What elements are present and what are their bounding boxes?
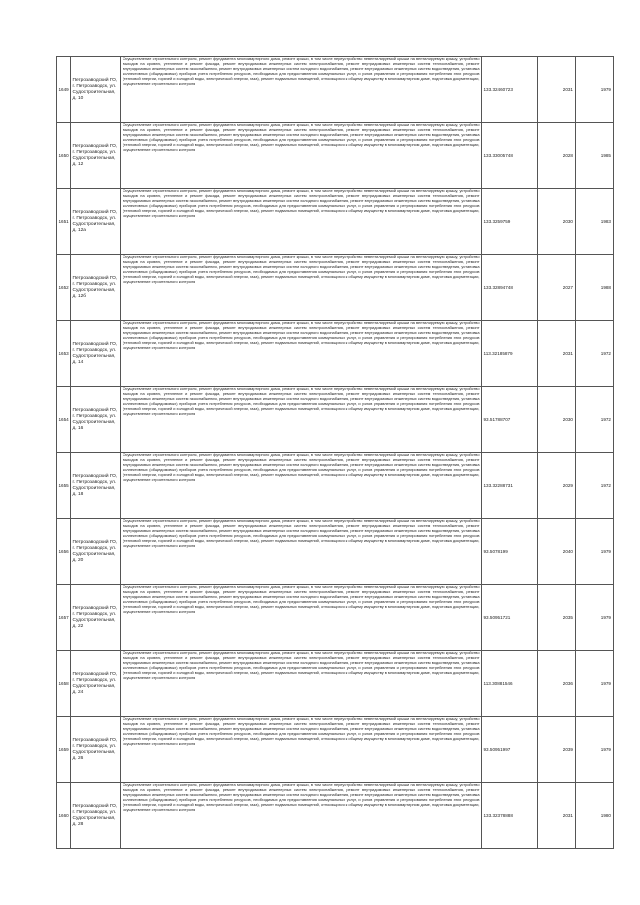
build-year-cell-text: 1985 (600, 153, 611, 158)
build-year-cell (576, 585, 614, 651)
row-number-cell (57, 123, 71, 189)
works-description-cell-text: Осуществление строительного контроля, ремонт фундамента многоквартирного дома, ремонт крыши, в том числе переустройство невентилируемой крыши на вентилируемую крышу, устройство выходов на кровлю, утепление и ремонт фасада, ремонт внутридомовых инженерных систем электроснабжения, ремонт внутридомовых инженерных систем теплоснабжения, ремонт внутридомовых инженерных систем газоснабжения, ремонт внутридомовых инженерных систем холодного водоснабжения, ремонт внутридомовых инженерных систем водоотведения, установка коллективных (общедомовых) приборов учета потребления ресурсов, необходимых для предоставления коммунальных услуг, и узлов управления и регулирования потребления этих ресурсов (тепловой энергии, горячей и холодной воды, электрической энергии, газа), ремонт подвальных помещений, относящихся к общему имуществу в многоквартирном доме, подготовка документации, осуществление строительного контроля (122, 651, 480, 680)
works-description-cell-text: Осуществление строительного контроля, ремонт фундамента многоквартирного дома, ремонт крыши, в том числе переустройство невентилируемой крыши на вентилируемую крышу, устройство выходов на кровлю, утепление и ремонт фасада, ремонт внутридомовых инженерных систем электроснабжения, ремонт внутридомовых инженерных систем теплоснабжения, ремонт внутридомовых инженерных систем газоснабжения, ремонт внутридомовых инженерных систем холодного водоснабжения, ремонт внутридомовых инженерных систем водоотведения, установка коллективных (общедомовых) приборов учета потребления ресурсов, необходимых для предоставления коммунальных услуг, и узлов управления и регулирования потребления этих ресурсов (тепловой энергии, горячей и холодной воды, электрической энергии, газа), ремонт подвальных помещений, относящихся к общему имуществу в многоквартирном доме, подготовка документации, осуществление строительного контроля (122, 387, 480, 416)
works-description-cell-text: Осуществление строительного контроля, ремонт фундамента многоквартирного дома, ремонт крыши, в том числе переустройство невентилируемой крыши на вентилируемую крышу, устройство выходов на кровлю, утепление и ремонт фасада, ремонт внутридомовых инженерных систем электроснабжения, ремонт внутридомовых инженерных систем теплоснабжения, ремонт внутридомовых инженерных систем газоснабжения, ремонт внутридомовых инженерных систем холодного водоснабжения, ремонт внутридомовых инженерных систем водоотведения, установка коллективных (общедомовых) приборов учета потребления ресурсов, необходимых для предоставления коммунальных услуг, и узлов управления и регулирования потребления этих ресурсов (тепловой энергии, горячей и холодной воды, электрической энергии, газа), ремонт подвальных помещений, относящихся к общему имуществу в многоквартирном доме, подготовка документации, осуществление строительного контроля (122, 783, 480, 812)
works-description-cell-text: Осуществление строительного контроля, ремонт фундамента многоквартирного дома, ремонт крыши, в том числе переустройство невентилируемой крыши на вентилируемую крышу, устройство выходов на кровлю, утепление и ремонт фасада, ремонт внутридомовых инженерных систем электроснабжения, ремонт внутридомовых инженерных систем теплоснабжения, ремонт внутридомовых инженерных систем газоснабжения, ремонт внутридомовых инженерных систем холодного водоснабжения, ремонт внутридомовых инженерных систем водоотведения, установка коллективных (общедомовых) приборов учета потребления ресурсов, необходимых для предоставления коммунальных услуг, и узлов управления и регулирования потребления этих ресурсов (тепловой энергии, горячей и холодной воды, электрической энергии, газа), ремонт подвальных помещений, относящихся к общему имуществу в многоквартирном доме, подготовка документации, осуществление строительного контроля (122, 717, 480, 746)
build-year-cell-text: 1979 (600, 747, 611, 752)
planned-year-cell-text: 2036 (562, 681, 573, 686)
build-year-cell (576, 255, 614, 321)
works-description-cell-text: Осуществление строительного контроля, ремонт фундамента многоквартирного дома, ремонт крыши, в том числе переустройство невентилируемой крыши на вентилируемую крышу, устройство выходов на кровлю, утепление и ремонт фасада, ремонт внутридомовых инженерных систем электроснабжения, ремонт внутридомовых инженерных систем теплоснабжения, ремонт внутридомовых инженерных систем газоснабжения, ремонт внутридомовых инженерных систем холодного водоснабжения, ремонт внутридомовых инженерных систем водоотведения, установка коллективных (общедомовых) приборов учета потребления ресурсов, необходимых для предоставления коммунальных услуг, и узлов управления и регулирования потребления этих ресурсов (тепловой энергии, горячей и холодной воды, электрической энергии, газа), ремонт подвальных помещений, относящихся к общему имуществу в многоквартирном доме, подготовка документации, осуществление строительного контроля (122, 57, 480, 86)
build-year-cell-text: 1972 (600, 483, 611, 488)
build-year-cell-text: 1972 (600, 417, 611, 422)
cost-cell (482, 519, 538, 585)
address-cell-text: Петрозаводский ГО, г. Петрозаводск, ул. Судостроительная, д. 10 (72, 77, 118, 101)
table-row (57, 453, 614, 519)
planned-year-cell (538, 717, 576, 783)
cost-cell (482, 585, 538, 651)
planned-year-cell (538, 453, 576, 519)
build-year-cell (576, 57, 614, 123)
table-row (57, 585, 614, 651)
build-year-cell-text: 1988 (600, 285, 611, 290)
address-cell-text: Петрозаводский ГО, г. Петрозаводск, ул. Судостроительная, д. 24 (72, 671, 118, 695)
works-description-cell (121, 255, 482, 321)
build-year-cell-text: 1979 (600, 681, 611, 686)
address-cell (71, 783, 121, 849)
address-cell-text: Петрозаводский ГО, г. Петрозаводск, ул. Судостроительная, д. 22 (72, 605, 118, 629)
cost-cell-text: 93.5078199 (483, 549, 508, 554)
address-cell-text: Петрозаводский ГО, г. Петрозаводск, ул. Судостроительная, д. 12а (72, 209, 118, 233)
planned-year-cell (538, 585, 576, 651)
build-year-cell-text: 1979 (600, 549, 611, 554)
row-number-cell (57, 651, 71, 717)
address-cell-text: Петрозаводский ГО, г. Петрозаводск, ул. Судостроительная, д. 12 (72, 143, 118, 167)
planned-year-cell-text: 2039 (562, 747, 573, 752)
cost-cell (482, 123, 538, 189)
cost-cell (482, 255, 538, 321)
row-number-cell (57, 717, 71, 783)
cost-cell-text: 133.32288731 (483, 483, 513, 488)
planned-year-cell-text: 2040 (562, 549, 573, 554)
works-description-cell (121, 585, 482, 651)
row-number-cell-text: 1656 (58, 549, 69, 554)
planned-year-cell-text: 2031 (562, 87, 573, 92)
row-number-cell (57, 453, 71, 519)
build-year-cell-text: 1979 (600, 87, 611, 92)
row-number-cell (57, 585, 71, 651)
planned-year-cell-text: 2027 (562, 285, 573, 290)
row-number-cell-text: 1658 (58, 681, 69, 686)
row-number-cell-text: 1652 (58, 285, 69, 290)
cost-cell (482, 783, 538, 849)
cost-cell-text: 133.33005748 (483, 153, 513, 158)
address-cell (71, 387, 121, 453)
table-row (57, 189, 614, 255)
table-row (57, 519, 614, 585)
row-number-cell-text: 1650 (58, 153, 69, 158)
table-row (57, 123, 614, 189)
works-description-cell (121, 717, 482, 783)
works-description-cell (121, 57, 482, 123)
planned-year-cell-text: 2035 (562, 615, 573, 620)
planned-year-cell-text: 2030 (562, 219, 573, 224)
row-number-cell-text: 1649 (58, 87, 69, 92)
capital-repair-table (56, 56, 614, 849)
address-cell (71, 453, 121, 519)
works-description-cell-text: Осуществление строительного контроля, ремонт фундамента многоквартирного дома, ремонт крыши, в том числе переустройство невентилируемой крыши на вентилируемую крышу, устройство выходов на кровлю, утепление и ремонт фасада, ремонт внутридомовых инженерных систем электроснабжения, ремонт внутридомовых инженерных систем теплоснабжения, ремонт внутридомовых инженерных систем газоснабжения, ремонт внутридомовых инженерных систем холодного водоснабжения, ремонт внутридомовых инженерных систем водоотведения, установка коллективных (общедомовых) приборов учета потребления ресурсов, необходимых для предоставления коммунальных услуг, и узлов управления и регулирования потребления этих ресурсов (тепловой энергии, горячей и холодной воды, электрической энергии, газа), ремонт подвальных помещений, относящихся к общему имуществу в многоквартирном доме, подготовка документации, осуществление строительного контроля (122, 519, 480, 548)
address-cell (71, 189, 121, 255)
planned-year-cell (538, 255, 576, 321)
planned-year-cell (538, 321, 576, 387)
planned-year-cell-text: 2030 (562, 417, 573, 422)
row-number-cell-text: 1655 (58, 483, 69, 488)
table-row (57, 255, 614, 321)
cost-cell (482, 651, 538, 717)
cost-cell-text: 133.32378888 (483, 813, 513, 818)
works-description-cell (121, 189, 482, 255)
cost-cell (482, 453, 538, 519)
cost-cell-text: 93.50951997 (483, 747, 511, 752)
works-description-cell (121, 321, 482, 387)
row-number-cell (57, 189, 71, 255)
build-year-cell-text: 1983 (600, 219, 611, 224)
cost-cell (482, 717, 538, 783)
cost-cell-text: 133.32894748 (483, 285, 513, 290)
cost-cell (482, 57, 538, 123)
works-description-cell (121, 651, 482, 717)
works-description-cell (121, 123, 482, 189)
works-description-cell (121, 453, 482, 519)
planned-year-cell (538, 519, 576, 585)
address-cell (71, 57, 121, 123)
address-cell (71, 651, 121, 717)
build-year-cell (576, 387, 614, 453)
build-year-cell (576, 519, 614, 585)
address-cell (71, 519, 121, 585)
planned-year-cell-text: 2029 (562, 483, 573, 488)
planned-year-cell-text: 2031 (562, 813, 573, 818)
row-number-cell (57, 783, 71, 849)
table-row (57, 717, 614, 783)
row-number-cell (57, 387, 71, 453)
works-description-cell-text: Осуществление строительного контроля, ремонт фундамента многоквартирного дома, ремонт крыши, в том числе переустройство невентилируемой крыши на вентилируемую крышу, устройство выходов на кровлю, утепление и ремонт фасада, ремонт внутридомовых инженерных систем электроснабжения, ремонт внутридомовых инженерных систем теплоснабжения, ремонт внутридомовых инженерных систем газоснабжения, ремонт внутридомовых инженерных систем холодного водоснабжения, ремонт внутридомовых инженерных систем водоотведения, установка коллективных (общедомовых) приборов учета потребления ресурсов, необходимых для предоставления коммунальных услуг, и узлов управления и регулирования потребления этих ресурсов (тепловой энергии, горячей и холодной воды, электрической энергии, газа), ремонт подвальных помещений, относящихся к общему имуществу в многоквартирном доме, подготовка документации, осуществление строительного контроля (122, 453, 480, 482)
table-row (57, 651, 614, 717)
planned-year-cell-text: 2031 (562, 351, 573, 356)
row-number-cell (57, 255, 71, 321)
row-number-cell-text: 1654 (58, 417, 69, 422)
cost-cell-text: 133.3259759 (483, 219, 511, 224)
address-cell-text: Петрозаводский ГО, г. Петрозаводск, ул. Судостроительная, д. 14 (72, 341, 118, 365)
works-description-cell-text: Осуществление строительного контроля, ремонт фундамента многоквартирного дома, ремонт крыши, в том числе переустройство невентилируемой крыши на вентилируемую крышу, устройство выходов на кровлю, утепление и ремонт фасада, ремонт внутридомовых инженерных систем электроснабжения, ремонт внутридомовых инженерных систем теплоснабжения, ремонт внутридомовых инженерных систем газоснабжения, ремонт внутридомовых инженерных систем холодного водоснабжения, ремонт внутридомовых инженерных систем водоотведения, установка коллективных (общедомовых) приборов учета потребления ресурсов, необходимых для предоставления коммунальных услуг, и узлов управления и регулирования потребления этих ресурсов (тепловой энергии, горячей и холодной воды, электрической энергии, газа), ремонт подвальных помещений, относящихся к общему имуществу в многоквартирном доме, подготовка документации, осуществление строительного контроля (122, 255, 480, 284)
cost-cell-text: 113.30881546 (483, 681, 513, 686)
planned-year-cell (538, 387, 576, 453)
address-cell-text: Петрозаводский ГО, г. Петрозаводск, ул. Судостроительная, д. 26 (72, 737, 118, 761)
planned-year-cell-text: 2028 (562, 153, 573, 158)
works-description-cell (121, 519, 482, 585)
row-number-cell-text: 1657 (58, 615, 69, 620)
build-year-cell (576, 783, 614, 849)
build-year-cell (576, 321, 614, 387)
cost-cell (482, 189, 538, 255)
planned-year-cell (538, 57, 576, 123)
row-number-cell (57, 57, 71, 123)
address-cell (71, 255, 121, 321)
document-page (56, 56, 613, 848)
cost-cell-text: 93.51788707 (483, 417, 511, 422)
address-cell (71, 585, 121, 651)
address-cell-text: Петрозаводский ГО, г. Петрозаводск, ул. Судостроительная, д. 18 (72, 473, 118, 497)
address-cell (71, 717, 121, 783)
row-number-cell-text: 1651 (58, 219, 69, 224)
cost-cell-text: 93.50951721 (483, 615, 511, 620)
build-year-cell-text: 1972 (600, 351, 611, 356)
row-number-cell-text: 1659 (58, 747, 69, 752)
row-number-cell (57, 321, 71, 387)
planned-year-cell (538, 783, 576, 849)
cost-cell (482, 387, 538, 453)
table-row (57, 321, 614, 387)
planned-year-cell (538, 123, 576, 189)
table-body (57, 57, 614, 849)
planned-year-cell (538, 651, 576, 717)
build-year-cell (576, 189, 614, 255)
cost-cell-text: 113.32185879 (483, 351, 513, 356)
planned-year-cell (538, 189, 576, 255)
build-year-cell-text: 1979 (600, 615, 611, 620)
build-year-cell (576, 453, 614, 519)
build-year-cell (576, 717, 614, 783)
build-year-cell (576, 123, 614, 189)
address-cell (71, 123, 121, 189)
works-description-cell (121, 783, 482, 849)
works-description-cell (121, 387, 482, 453)
address-cell-text: Петрозаводский ГО, г. Петрозаводск, ул. Судостроительная, д. 16 (72, 407, 118, 431)
address-cell (71, 321, 121, 387)
works-description-cell-text: Осуществление строительного контроля, ремонт фундамента многоквартирного дома, ремонт крыши, в том числе переустройство невентилируемой крыши на вентилируемую крышу, устройство выходов на кровлю, утепление и ремонт фасада, ремонт внутридомовых инженерных систем электроснабжения, ремонт внутридомовых инженерных систем теплоснабжения, ремонт внутридомовых инженерных систем газоснабжения, ремонт внутридомовых инженерных систем холодного водоснабжения, ремонт внутридомовых инженерных систем водоотведения, установка коллективных (общедомовых) приборов учета потребления ресурсов, необходимых для предоставления коммунальных услуг, и узлов управления и регулирования потребления этих ресурсов (тепловой энергии, горячей и холодной воды, электрической энергии, газа), ремонт подвальных помещений, относящихся к общему имуществу в многоквартирном доме, подготовка документации, осуществление строительного контроля (122, 585, 480, 614)
address-cell-text: Петрозаводский ГО, г. Петрозаводск, ул. Судостроительная, д. 20 (72, 539, 118, 563)
build-year-cell (576, 651, 614, 717)
table-row (57, 387, 614, 453)
row-number-cell-text: 1653 (58, 351, 69, 356)
works-description-cell-text: Осуществление строительного контроля, ремонт фундамента многоквартирного дома, ремонт крыши, в том числе переустройство невентилируемой крыши на вентилируемую крышу, устройство выходов на кровлю, утепление и ремонт фасада, ремонт внутридомовых инженерных систем электроснабжения, ремонт внутридомовых инженерных систем теплоснабжения, ремонт внутридомовых инженерных систем газоснабжения, ремонт внутридомовых инженерных систем холодного водоснабжения, ремонт внутридомовых инженерных систем водоотведения, установка коллективных (общедомовых) приборов учета потребления ресурсов, необходимых для предоставления коммунальных услуг, и узлов управления и регулирования потребления этих ресурсов (тепловой энергии, горячей и холодной воды, электрической энергии, газа), ремонт подвальных помещений, относящихся к общему имуществу в многоквартирном доме, подготовка документации, осуществление строительного контроля (122, 321, 480, 350)
table-row (57, 57, 614, 123)
works-description-cell-text: Осуществление строительного контроля, ремонт фундамента многоквартирного дома, ремонт крыши, в том числе переустройство невентилируемой крыши на вентилируемую крышу, устройство выходов на кровлю, утепление и ремонт фасада, ремонт внутридомовых инженерных систем электроснабжения, ремонт внутридомовых инженерных систем теплоснабжения, ремонт внутридомовых инженерных систем газоснабжения, ремонт внутридомовых инженерных систем холодного водоснабжения, ремонт внутридомовых инженерных систем водоотведения, установка коллективных (общедомовых) приборов учета потребления ресурсов, необходимых для предоставления коммунальных услуг, и узлов управления и регулирования потребления этих ресурсов (тепловой энергии, горячей и холодной воды, электрической энергии, газа), ремонт подвальных помещений, относящихся к общему имуществу в многоквартирном доме, подготовка документации, осуществление строительного контроля (122, 123, 480, 152)
row-number-cell (57, 519, 71, 585)
cost-cell (482, 321, 538, 387)
row-number-cell-text: 1660 (58, 813, 69, 818)
works-description-cell-text: Осуществление строительного контроля, ремонт фундамента многоквартирного дома, ремонт крыши, в том числе переустройство невентилируемой крыши на вентилируемую крышу, устройство выходов на кровлю, утепление и ремонт фасада, ремонт внутридомовых инженерных систем электроснабжения, ремонт внутридомовых инженерных систем теплоснабжения, ремонт внутридомовых инженерных систем газоснабжения, ремонт внутридомовых инженерных систем холодного водоснабжения, ремонт внутридомовых инженерных систем водоотведения, установка коллективных (общедомовых) приборов учета потребления ресурсов, необходимых для предоставления коммунальных услуг, и узлов управления и регулирования потребления этих ресурсов (тепловой энергии, горячей и холодной воды, электрической энергии, газа), ремонт подвальных помещений, относящихся к общему имуществу в многоквартирном доме, подготовка документации, осуществление строительного контроля (122, 189, 480, 218)
cost-cell-text: 133.32460723 (483, 87, 513, 92)
address-cell-text: Петрозаводский ГО, г. Петрозаводск, ул. Судостроительная, д. 28 (72, 803, 118, 827)
address-cell-text: Петрозаводский ГО, г. Петрозаводск, ул. Судостроительная, д. 12б (72, 275, 118, 299)
table-row (57, 783, 614, 849)
build-year-cell-text: 1980 (600, 813, 611, 818)
